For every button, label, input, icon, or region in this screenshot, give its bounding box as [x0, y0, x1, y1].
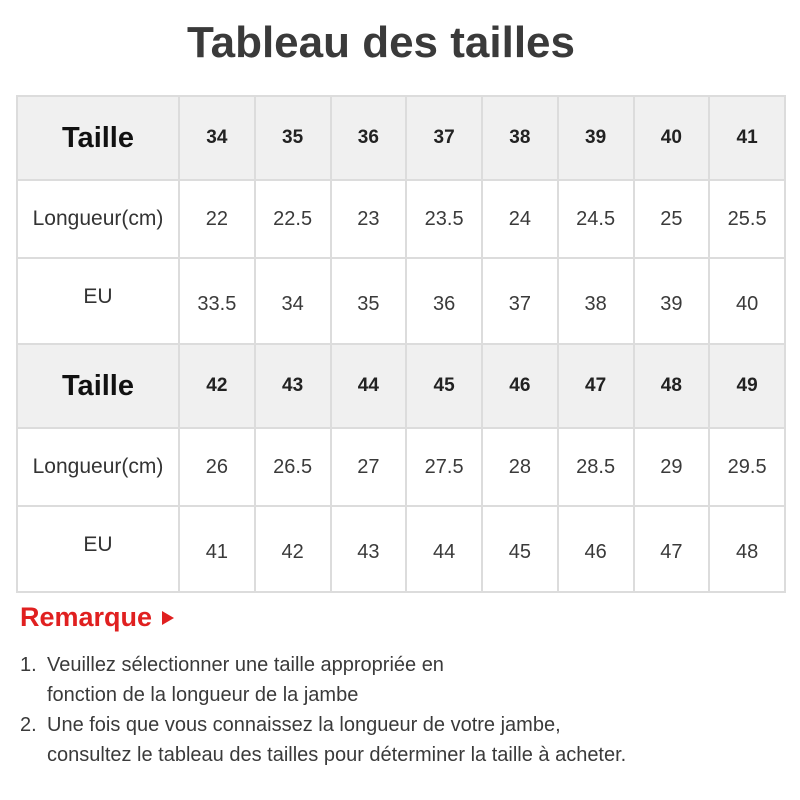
remark-heading-label: Remarque	[20, 602, 153, 632]
remark-heading	[20, 602, 174, 633]
length-cell: 28.5	[558, 428, 634, 506]
eu-cell: 39	[634, 258, 710, 344]
eu-cell: 36	[406, 258, 482, 344]
size-cell: 49	[709, 344, 785, 428]
right-triangle-icon	[162, 611, 174, 625]
size-row-label: Taille	[17, 96, 179, 180]
remark-line: fonction de la longueur de la jambe	[47, 684, 359, 706]
size-table	[16, 95, 786, 593]
length-cell: 23.5	[406, 180, 482, 258]
remark-list	[20, 650, 780, 770]
length-cell: 24	[482, 180, 558, 258]
length-cell: 24.5	[558, 180, 634, 258]
remark-number: 2.	[20, 714, 37, 736]
size-header-row	[17, 344, 785, 428]
size-cell: 44	[331, 344, 407, 428]
length-cell: 27	[331, 428, 407, 506]
size-row-label: Taille	[17, 344, 179, 428]
size-cell: 47	[558, 344, 634, 428]
length-cell: 27.5	[406, 428, 482, 506]
eu-cell: 45	[482, 506, 558, 592]
remark-item	[20, 650, 780, 710]
size-cell: 36	[331, 96, 407, 180]
eu-cell: 46	[558, 506, 634, 592]
size-cell: 38	[482, 96, 558, 180]
length-cell: 25.5	[709, 180, 785, 258]
eu-cell: 42	[255, 506, 331, 592]
length-row-label: Longueur(cm)	[17, 428, 179, 506]
eu-cell: 35	[331, 258, 407, 344]
remark-line: consultez le tableau des tailles pour déterminer la taille à acheter.	[47, 744, 627, 766]
length-cell: 22.5	[255, 180, 331, 258]
length-row	[17, 428, 785, 506]
page-title: Tableau des tailles	[186, 18, 575, 67]
size-cell: 45	[406, 344, 482, 428]
length-cell: 23	[331, 180, 407, 258]
length-cell: 22	[179, 180, 255, 258]
eu-cell: 41	[179, 506, 255, 592]
length-cell: 25	[634, 180, 710, 258]
eu-cell: 33.5	[179, 258, 255, 344]
eu-cell: 43	[331, 506, 407, 592]
remark-line: Une fois que vous connaissez la longueur de votre jambe,	[47, 714, 561, 736]
eu-row-label: EU	[17, 258, 179, 344]
size-cell: 41	[709, 96, 785, 180]
length-cell: 28	[482, 428, 558, 506]
eu-cell: 37	[482, 258, 558, 344]
eu-cell: 34	[255, 258, 331, 344]
remark-number: 1.	[20, 654, 37, 676]
remark-item	[20, 710, 780, 770]
length-cell: 26	[179, 428, 255, 506]
size-cell: 40	[634, 96, 710, 180]
size-cell: 42	[179, 344, 255, 428]
size-cell: 39	[558, 96, 634, 180]
size-cell: 37	[406, 96, 482, 180]
length-cell: 26.5	[255, 428, 331, 506]
length-cell: 29.5	[709, 428, 785, 506]
size-header-row	[17, 96, 785, 180]
eu-row-label: EU	[17, 506, 179, 592]
eu-cell: 40	[709, 258, 785, 344]
size-cell: 43	[255, 344, 331, 428]
size-cell: 35	[255, 96, 331, 180]
eu-row	[17, 506, 785, 592]
size-cell: 48	[634, 344, 710, 428]
size-cell: 34	[179, 96, 255, 180]
eu-cell: 47	[634, 506, 710, 592]
eu-cell: 48	[709, 506, 785, 592]
length-row	[17, 180, 785, 258]
length-row-label: Longueur(cm)	[17, 180, 179, 258]
length-cell: 29	[634, 428, 710, 506]
remark-line: Veuillez sélectionner une taille appropriée en	[47, 654, 444, 676]
size-cell: 46	[482, 344, 558, 428]
eu-cell: 44	[406, 506, 482, 592]
eu-row	[17, 258, 785, 344]
eu-cell: 38	[558, 258, 634, 344]
